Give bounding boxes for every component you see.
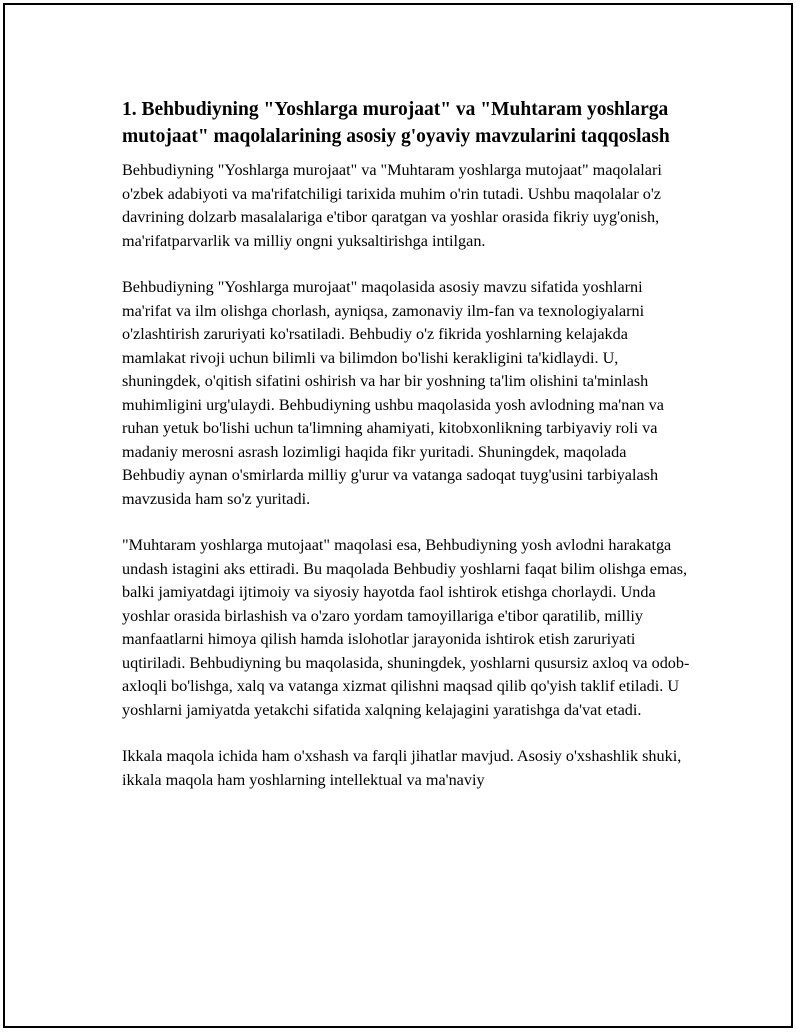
document-body bbox=[122, 97, 692, 815]
paragraph-4: Ikkala maqola ichida ham o'xshash va farqli jihatlar mavjud. Asosiy o'xshashlik shuki, ikkala maqola ham yoshlarning intellektual va ma'naviy bbox=[122, 747, 682, 789]
section-heading: 1. Behbudiyning "Yoshlarga murojaat" va "Muhtaram yoshlarga mutojaat" maqolalarining asosiy g'oyaviy mavzularini taqqoslash bbox=[122, 99, 670, 147]
paragraph-2: Behbudiyning "Yoshlarga murojaat" maqolasida asosiy mavzu sifatida yoshlarni ma'rifat va ilm olishga chorlash, ayniqsa, zamonaviy ilm-fan va texnologiyalarni o'zlashtirish zaruriyati ko'rsatiladi. Behbudiy o'z fikrida yoshlarning kelajakda mamlakat rivoji uchun bilimli va bilimdon bo'lishi kerakligini ta'kidlaydi. U, shuningdek, o'qitish sifatini oshirish va har bir yoshning ta'lim olishini ta'minlash muhimligini urg'ulaydi. Behbudiyning ushbu maqolasida yosh avlodning ma'nan va ruhan yetuk bo'lishi uchun ta'limning ahamiyati, kitobxonlikning tarbiyaviy roli va madaniy merosni asrash lozimligi haqida fikr yuritadi. Shuningdek, maqolada Behbudiy aynan o'smirlarda milliy g'urur va vatanga sadoqat tuyg'usini tarbiyalash mavzusida ham so'z yuritadi. bbox=[122, 278, 664, 508]
page-frame bbox=[3, 3, 793, 1028]
paragraph-3: "Muhtaram yoshlarga mutojaat" maqolasi esa, Behbudiyning yosh avlodni harakatga undash istagini aks ettiradi. Bu maqolada Behbudiy yoshlarni faqat bilim olishga emas, balki jamiyatdagi ijtimoiy va siyosiy hayotda faol ishtirok etishga chorlaydi. Unda yoshlar orasida birlashish va o'zaro yordam tamoyillariga e'tibor qaratilib, milliy manfaatlarni himoya qilish hamda islohotlar jarayonida ishtirok etish zaruriyati uqtiriladi. Behbudiyning bu maqolasida, shuningdek, yoshlarni qusursiz axloq va odob-axloqli bo'lishga, xalq va vatanga xizmat qilishni maqsad qilib qo'yish taklif etiladi. U yoshlarni jamiyatda yetakchi sifatida xalqning kelajagini yaratishga da'vat etadi. bbox=[122, 536, 690, 719]
paragraph-1: Behbudiyning "Yoshlarga murojaat" va "Muhtaram yoshlarga mutojaat" maqolalari o'zbek adabiyoti va ma'rifatchiligi tarixida muhim o'rin tutadi. Ushbu maqolalar o'z davrining dolzarb masalalariga e'tibor qaratgan va yoshlar orasida fikriy uyg'onish, ma'rifatparvarlik va milliy ongni yuksaltirishga intilgan. bbox=[122, 161, 662, 250]
